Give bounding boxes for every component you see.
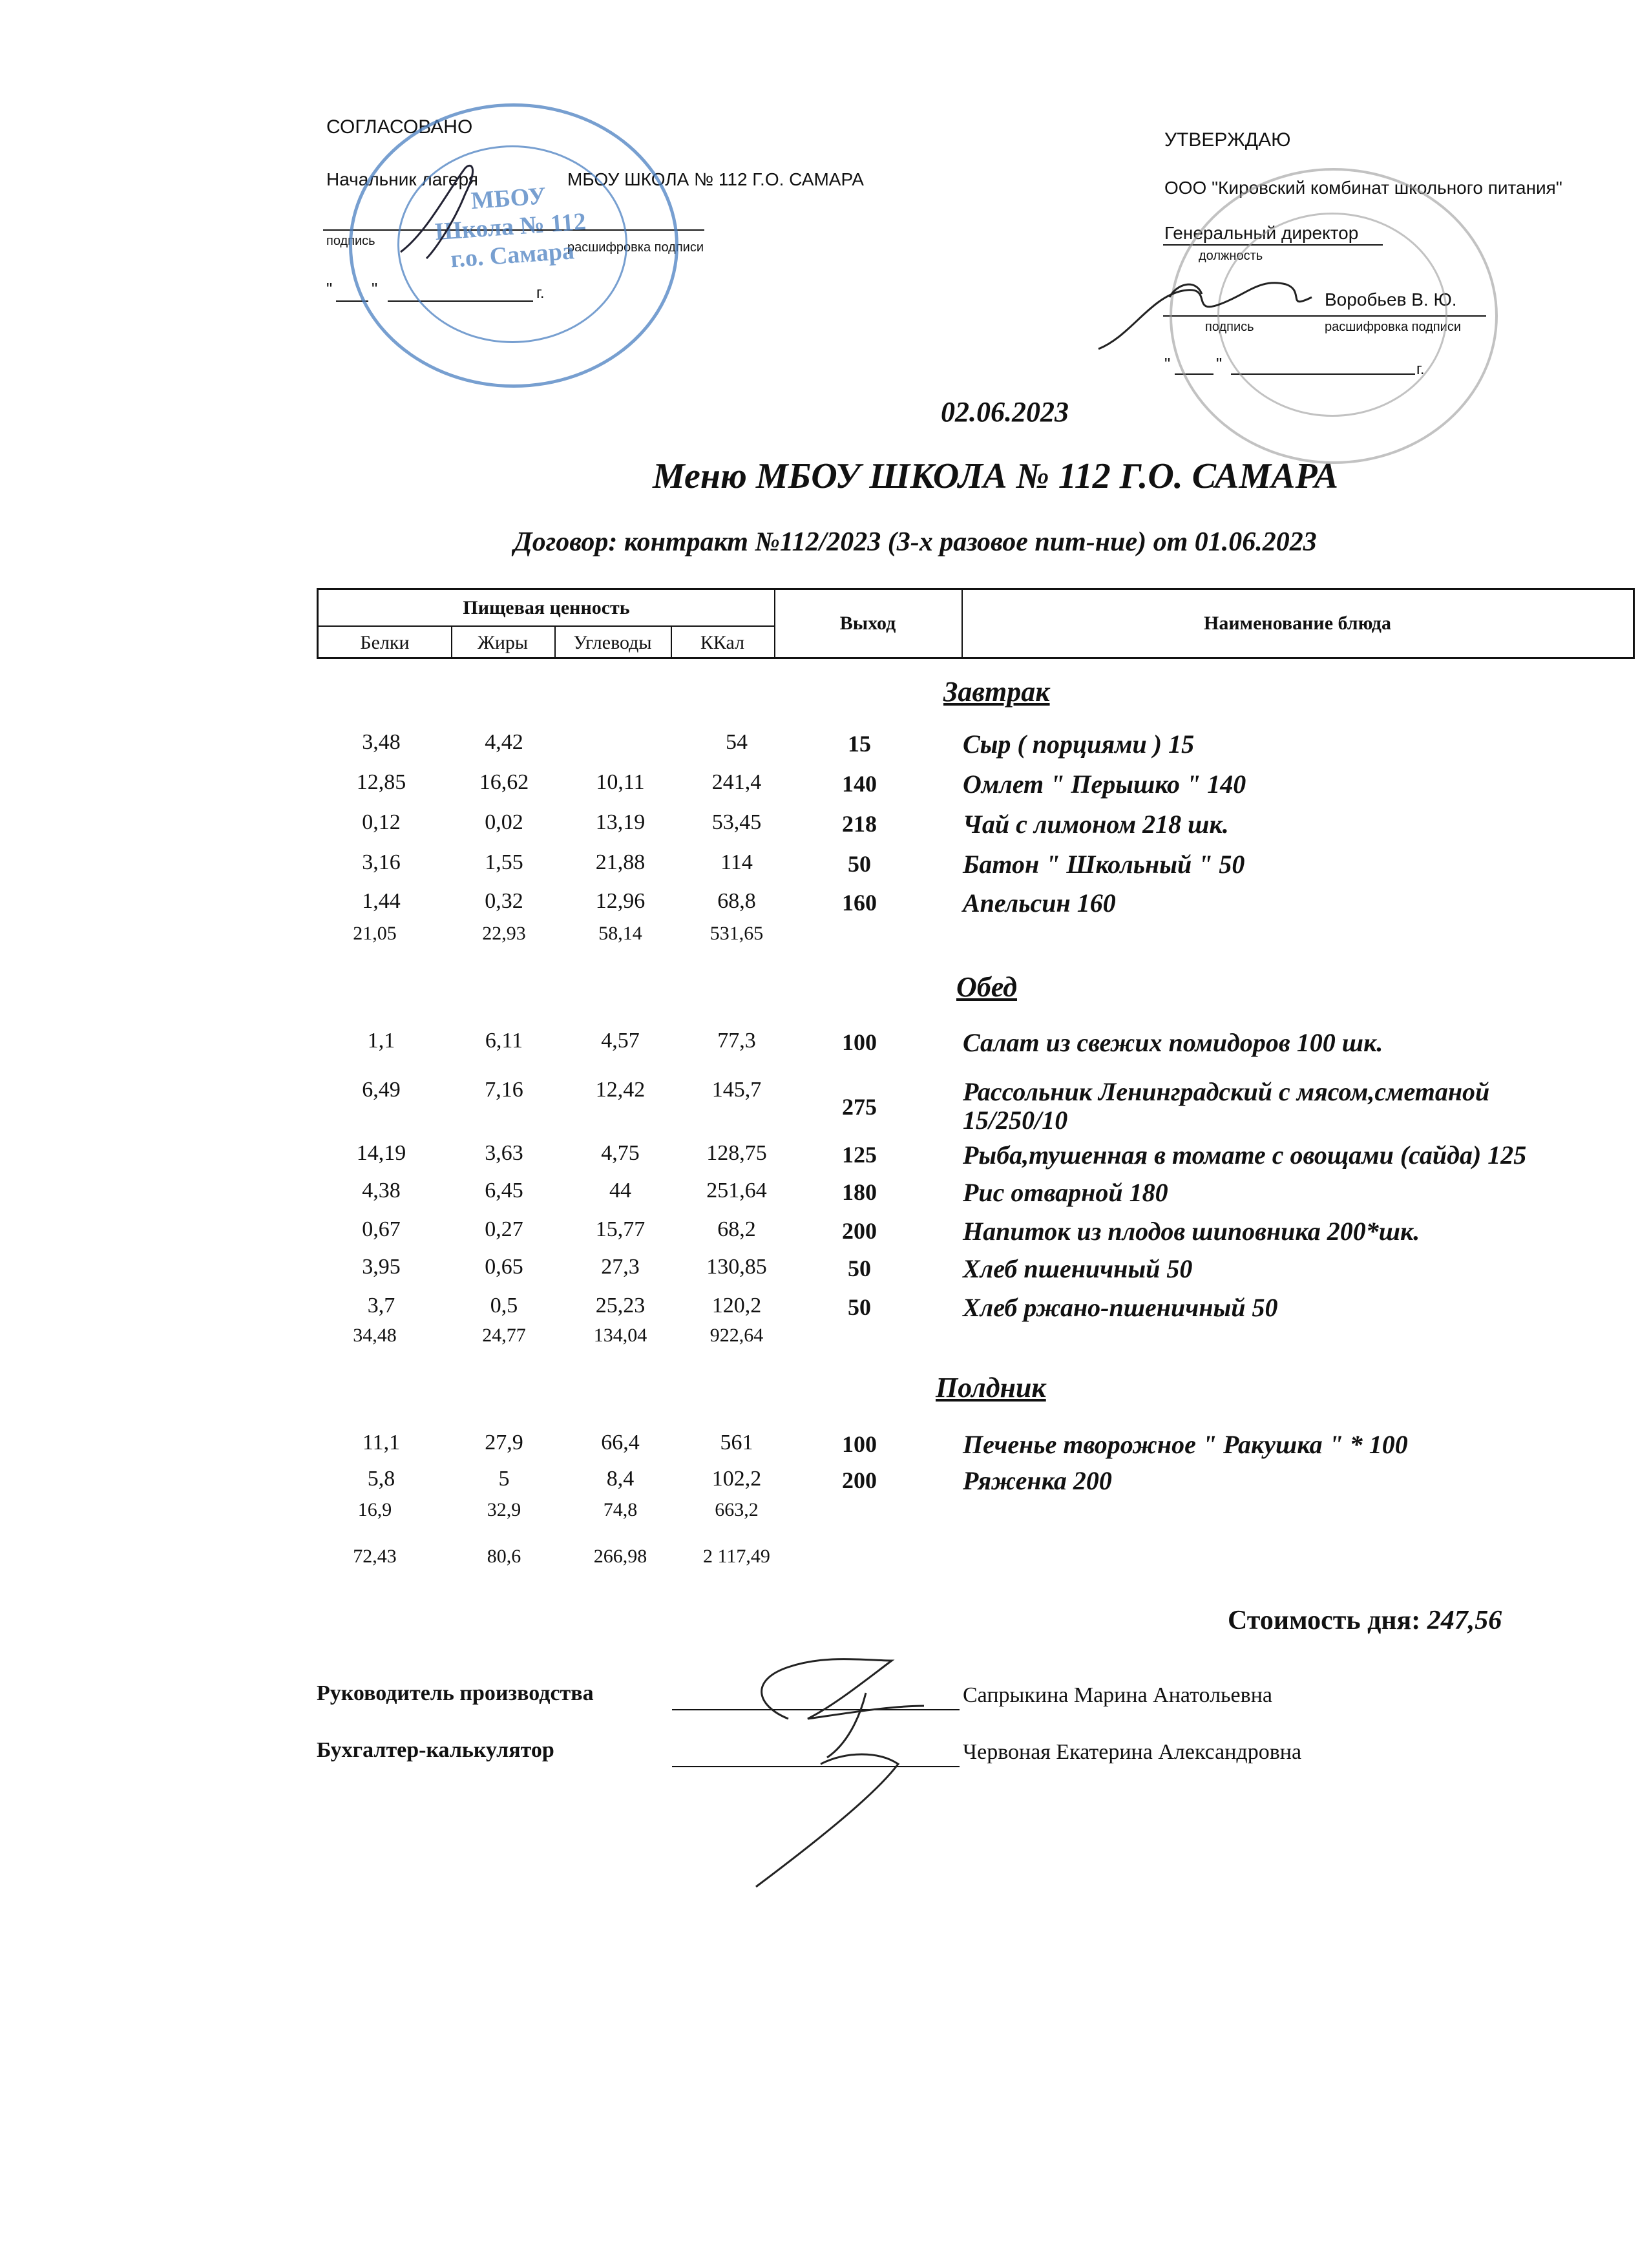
cell-dish: Хлеб ржано-пшеничный 50 [963,1293,1278,1322]
approve-heading: УТВЕРЖДАЮ [1164,129,1291,151]
cell-kcal: 77,3 [717,1029,756,1053]
cell-kcal: 130,85 [706,1255,767,1279]
day-cost-label: Стоимость дня: [1228,1606,1421,1635]
table-row [0,1431,1649,1467]
section-breakfast: Завтрак [943,676,1050,708]
cell-protein: 0,12 [362,810,401,834]
day-cost [1228,1605,1502,1636]
cell-fat: 16,62 [479,770,529,794]
cell-dish: Хлеб пшеничный 50 [963,1254,1193,1283]
cell-protein: 3,16 [362,850,401,874]
cell-output: 180 [842,1179,877,1205]
subtotal-row [0,1499,1649,1535]
cell-output: 200 [842,1218,877,1244]
day-cost-value: 247,56 [1427,1606,1502,1635]
section-snack: Полдник [936,1372,1046,1403]
cell-output: 100 [842,1431,877,1457]
cell-dish: Сыр ( порциями ) 15 [963,730,1195,759]
header-fat: Жиры [477,632,529,653]
grand-total-row [0,1546,1649,1582]
right-date-quote-close: " [1216,354,1223,373]
company-name: ООО "Кировский комбинат школьного питания" [1164,178,1562,198]
left-decode-label: расшифровка подписи [567,240,704,255]
right-sign-label: подпись [1205,320,1254,334]
cell-fat: 0,65 [485,1255,523,1279]
cell-dish: Батон " Школьный " 50 [963,850,1245,879]
cell-fat: 27,9 [485,1431,523,1454]
menu-date: 02.06.2023 [941,396,1069,428]
cell-output: 160 [842,890,877,916]
subtotal-kcal: 922,64 [709,1325,764,1346]
header-output: Выход [839,613,896,634]
subtotal-fat: 22,93 [482,923,526,944]
cell-protein: 14,19 [356,1141,406,1165]
cell-carbs: 66,4 [601,1431,640,1454]
cell-protein: 1,44 [362,889,401,913]
stamp-line-3: г.о. Самара [449,237,576,273]
right-date-quote-open: " [1164,354,1171,373]
cell-dish: Апельсин 160 [963,888,1116,918]
cell-output: 125 [842,1142,877,1168]
table-row [0,810,1649,846]
cell-fat: 6,11 [485,1029,523,1053]
cell-protein: 11,1 [362,1431,401,1454]
cell-dish: Омлет " Перышко " 140 [963,770,1246,799]
production-head-name: Сапрыкина Марина Анатольевна [963,1683,1272,1707]
cell-kcal: 128,75 [706,1141,767,1165]
subtotal-row [0,1325,1649,1361]
cell-dish: Салат из свежих помидоров 100 шк. [963,1028,1383,1057]
subtotal-kcal: 663,2 [715,1499,759,1520]
left-date-quote-close: " [372,279,378,299]
cell-kcal: 251,64 [706,1179,767,1202]
cell-protein: 5,8 [367,1467,395,1491]
contract-line: Договор: контракт №112/2023 (3-х разовое пит-ние) от 01.06.2023 [514,527,1317,557]
menu-title: Меню МБОУ ШКОЛА № 112 Г.О. САМАРА [653,456,1339,496]
left-signature [388,155,517,271]
cell-fat: 4,42 [485,730,523,754]
cell-kcal: 561 [720,1431,753,1454]
cell-carbs: 10,11 [596,770,645,794]
cell-kcal: 68,2 [717,1217,756,1241]
cell-fat: 7,16 [485,1078,523,1102]
cell-protein: 3,95 [362,1255,401,1279]
subtotal-protein: 34,48 [353,1325,397,1346]
cell-output: 140 [842,771,877,797]
accountant-name: Червоная Екатерина Александровна [963,1740,1302,1764]
director-position: Генеральный директор [1164,223,1359,243]
cell-kcal: 145,7 [711,1078,762,1102]
cell-carbs: 13,19 [595,810,646,834]
accountant-label: Бухгалтер-калькулятор [317,1738,554,1762]
cell-carbs: 27,3 [601,1255,640,1279]
table-row [0,730,1649,766]
cell-dish: Рассольник Ленинградский с мясом,сметаной 15/250/10 [963,1077,1490,1135]
cell-carbs: 25,23 [595,1294,646,1318]
cell-fat: 0,02 [485,810,523,834]
cell-carbs: 15,77 [595,1217,646,1241]
cell-protein: 6,49 [362,1078,401,1102]
table-row [0,770,1649,806]
total-fat: 80,6 [487,1546,521,1567]
cell-protein: 3,7 [367,1294,395,1318]
cell-kcal: 120,2 [711,1294,762,1318]
stamp-line-2: Школа № 112 [434,207,587,246]
cell-kcal: 102,2 [711,1467,762,1491]
director-name: Воробьев В. Ю. [1325,289,1457,310]
total-kcal: 2 117,49 [703,1546,770,1567]
table-row [0,1179,1649,1215]
cell-protein: 1,1 [367,1029,395,1053]
cell-fat: 5 [498,1467,510,1491]
cell-fat: 3,63 [485,1141,523,1165]
cell-fat: 6,45 [485,1179,523,1202]
header-protein: Белки [360,632,410,653]
cell-dish: Чай с лимоном 218 шк. [963,810,1229,839]
section-lunch: Обед [956,971,1017,1003]
header-kcal: ККал [700,632,745,653]
approved-heading: СОГЛАСОВАНО [326,116,473,138]
table-row [0,1217,1649,1254]
cell-output: 50 [848,851,871,877]
cell-kcal: 53,45 [711,810,762,834]
cell-protein: 3,48 [362,730,401,754]
cell-protein: 0,67 [362,1217,401,1241]
cell-kcal: 54 [726,730,748,754]
right-decode-label: расшифровка подписи [1325,320,1462,334]
cell-fat: 0,32 [485,889,523,913]
cell-carbs: 8,4 [606,1467,635,1491]
table-row [0,889,1649,925]
subtotal-kcal: 531,65 [709,923,764,944]
table-row [0,1029,1649,1065]
left-sign-label: подпись [326,234,375,248]
stamp-line-1: МБОУ [470,182,547,215]
cell-output: 275 [842,1094,877,1120]
cell-output: 200 [842,1467,877,1493]
cell-carbs: 21,88 [595,850,646,874]
cell-dish: Рыба,тушенная в томате с овощами (сайда) 125 [963,1140,1527,1170]
cell-kcal: 68,8 [717,889,756,913]
school-org-name: МБОУ ШКОЛА № 112 Г.О. САМАРА [567,169,864,189]
cell-carbs: 12,42 [595,1078,646,1102]
left-date-year: г. [536,284,545,302]
cell-carbs: 4,57 [601,1029,640,1053]
bottom-signatures [717,1635,976,1906]
cell-fat: 1,55 [485,850,523,874]
right-date-year: г. [1416,361,1425,378]
subtotal-protein: 16,9 [357,1499,392,1520]
cell-output: 218 [842,811,877,837]
cell-carbs: 44 [609,1179,631,1202]
cell-output: 50 [848,1294,871,1320]
cell-carbs: 12,96 [595,889,646,913]
cell-output: 50 [848,1255,871,1281]
cell-output: 100 [842,1029,877,1055]
cell-fat: 0,5 [490,1294,518,1318]
table-row [0,1467,1649,1503]
subtotal-fat: 32,9 [487,1499,521,1520]
table-row [0,1078,1649,1142]
cell-protein: 4,38 [362,1179,401,1202]
cell-kcal: 114 [720,850,753,874]
table-row [0,1141,1649,1177]
cell-carbs: 4,75 [601,1141,640,1165]
subtotal-carbs: 74,8 [603,1499,638,1520]
cell-protein: 12,85 [356,770,406,794]
table-header [317,588,1635,659]
right-signature [1092,258,1325,368]
header-carbs: Углеводы [573,632,652,653]
table-row [0,850,1649,887]
cell-dish: Напиток из плодов шиповника 200*шк. [963,1217,1420,1246]
left-date-quote-open: " [326,279,333,299]
header-dish: Наименование блюда [1204,613,1391,634]
total-carbs: 266,98 [593,1546,647,1567]
subtotal-carbs: 58,14 [598,923,642,944]
subtotal-row [0,923,1649,959]
cell-dish: Рис отварной 180 [963,1178,1168,1207]
cell-dish: Ряженка 200 [963,1466,1112,1495]
position-label: должность [1199,249,1263,263]
camp-head-position: Начальник лагеря [326,169,478,189]
cell-dish: Печенье творожное " Ракушка " * 100 [963,1430,1408,1459]
cell-fat: 0,27 [485,1217,523,1241]
subtotal-protein: 21,05 [353,923,397,944]
header-nutrition: Пищевая ценность [463,596,630,618]
production-head-label: Руководитель производства [317,1681,594,1705]
total-protein: 72,43 [353,1546,397,1567]
cell-kcal: 241,4 [711,770,762,794]
subtotal-carbs: 134,04 [593,1325,647,1346]
cell-output: 15 [848,731,871,757]
subtotal-fat: 24,77 [482,1325,526,1346]
table-row [0,1255,1649,1291]
